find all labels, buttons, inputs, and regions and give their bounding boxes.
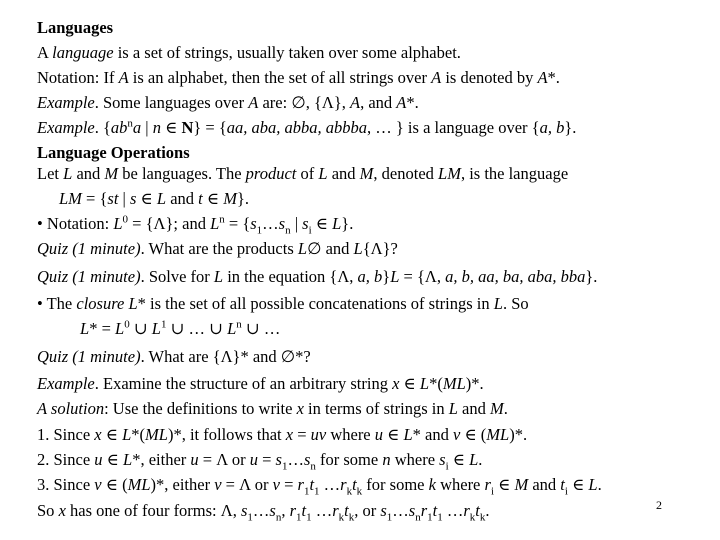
- text-run: r: [463, 501, 470, 520]
- text-run: where: [390, 450, 440, 469]
- text-run: L: [151, 319, 161, 338]
- text-run: } = {: [193, 118, 227, 137]
- text-run: 1: [281, 460, 288, 473]
- text-run: • The: [37, 294, 77, 313]
- text-run: is a set of strings, usually taken over some alphabet.: [113, 43, 461, 62]
- text-line: [37, 213, 354, 237]
- text-run: x: [392, 374, 400, 393]
- text-run: . So: [502, 294, 529, 313]
- text-run: ∈: [399, 374, 420, 393]
- text-run: is denoted by: [441, 68, 538, 87]
- text-run: A: [248, 93, 259, 112]
- text-line: [37, 18, 113, 38]
- text-run: of: [296, 164, 319, 183]
- text-run: |: [141, 118, 153, 137]
- text-run: 1: [437, 511, 443, 524]
- text-line: [80, 319, 280, 339]
- text-run: . What are the products: [140, 239, 298, 258]
- text-run: k: [469, 511, 476, 524]
- text-run: L: [122, 425, 132, 444]
- text-line: [37, 68, 560, 88]
- text-run: closure: [76, 294, 125, 313]
- text-run: L: [213, 267, 224, 286]
- text-run: = {: [81, 189, 108, 208]
- text-run: k: [428, 475, 436, 494]
- text-run: and: [528, 475, 561, 494]
- text-run: s: [302, 214, 309, 233]
- text-run: 1: [427, 511, 433, 524]
- text-run: a, b, aa, ba, aba, bba: [445, 267, 586, 286]
- text-run: }.: [585, 267, 598, 286]
- text-run: where: [435, 475, 485, 494]
- text-run: for some: [362, 475, 429, 494]
- text-run: ab: [110, 118, 128, 137]
- text-run: and: [327, 164, 360, 183]
- text-run: x: [58, 501, 66, 520]
- text-run: t: [344, 501, 349, 520]
- text-run: {Λ}?: [362, 239, 398, 258]
- text-run: L: [115, 319, 125, 338]
- text-run: s: [129, 189, 137, 208]
- text-run: ∈: [494, 475, 515, 494]
- text-run: .: [485, 501, 490, 520]
- text-run: * and: [412, 425, 453, 444]
- text-run: N: [181, 118, 194, 137]
- text-run: a: [132, 118, 142, 137]
- text-run: u: [374, 425, 384, 444]
- text-run: *(: [131, 425, 146, 444]
- text-run: *.: [406, 93, 419, 112]
- text-run: in terms of strings in: [303, 399, 449, 418]
- text-run: L: [210, 214, 220, 233]
- text-line: [37, 93, 419, 113]
- text-run: L: [469, 450, 479, 469]
- text-run: L: [318, 164, 328, 183]
- text-run: ∈: [383, 425, 404, 444]
- text-run: Quiz (1 minute): [37, 347, 141, 366]
- text-run: A: [37, 43, 53, 62]
- text-run: ∪ …: [241, 319, 281, 338]
- text-run: s: [408, 501, 416, 520]
- text-run: and: [72, 164, 105, 183]
- text-run: n: [236, 318, 242, 331]
- text-run: Let: [37, 164, 64, 183]
- text-run: . Solve for: [140, 267, 214, 286]
- text-line: [37, 43, 461, 63]
- text-run: |: [118, 189, 130, 208]
- text-run: r: [484, 475, 491, 494]
- text-run: 1. Since: [37, 425, 95, 444]
- text-line: [37, 475, 602, 498]
- text-run: t: [560, 475, 565, 494]
- text-run: …: [442, 501, 464, 520]
- text-run: k: [338, 511, 345, 524]
- text-run: ∈: [160, 118, 182, 137]
- text-run: LM: [59, 189, 82, 208]
- text-run: L: [123, 450, 133, 469]
- text-run: s: [380, 501, 387, 520]
- text-run: ∪ … ∪: [166, 319, 228, 338]
- text-run: , is the language: [460, 164, 569, 183]
- text-line: [37, 267, 597, 287]
- text-run: for some: [315, 450, 383, 469]
- text-run: ∈: [102, 450, 124, 469]
- text-run: …: [392, 501, 409, 520]
- text-run: 0: [124, 318, 130, 331]
- text-run: s: [269, 501, 276, 520]
- text-run: A: [118, 68, 129, 87]
- text-run: A: [537, 68, 548, 87]
- text-run: A solution: [37, 399, 105, 418]
- text-run: ∅ and: [307, 239, 354, 258]
- text-run: n: [310, 460, 316, 473]
- text-run: , denoted: [373, 164, 439, 183]
- text-run: , or: [354, 501, 381, 520]
- text-run: *, either: [132, 450, 191, 469]
- text-run: k: [356, 485, 363, 498]
- text-run: = Λ or: [221, 475, 273, 494]
- text-run: 1: [247, 511, 253, 524]
- text-run: i: [490, 485, 494, 498]
- text-run: * =: [89, 319, 115, 338]
- text-run: M: [104, 164, 119, 183]
- text-run: and: [457, 399, 490, 418]
- text-run: a, b: [539, 118, 565, 137]
- text-run: 1: [306, 511, 312, 524]
- text-run: s: [439, 450, 446, 469]
- text-run: )*.: [509, 425, 528, 444]
- text-run: ∈ (: [101, 475, 128, 494]
- text-run: 0: [122, 213, 129, 226]
- text-run: * is the set of all possible concatenations of strings in: [137, 294, 494, 313]
- text-run: 1: [256, 224, 263, 237]
- text-run: = {Λ}; and: [128, 214, 211, 233]
- text-run: r: [332, 501, 339, 520]
- text-run: be languages. The: [118, 164, 246, 183]
- text-run: L: [297, 239, 308, 258]
- text-run: A: [350, 93, 361, 112]
- text-line: [37, 143, 190, 163]
- text-line: [59, 189, 249, 209]
- text-run: u: [190, 450, 199, 469]
- text-run: x: [285, 425, 294, 444]
- text-line: [37, 374, 484, 394]
- text-run: ∈: [311, 214, 333, 233]
- text-run: are: ∅, {Λ},: [258, 93, 350, 112]
- text-run: a, b: [357, 267, 383, 286]
- text-run: ,: [281, 501, 290, 520]
- text-run: n: [415, 511, 421, 524]
- text-run: 1: [386, 511, 393, 524]
- text-run: ∈: [448, 450, 470, 469]
- text-run: }.: [341, 214, 354, 233]
- text-run: L: [156, 189, 167, 208]
- text-run: x: [94, 425, 102, 444]
- text-run: .: [478, 450, 483, 469]
- text-run: So: [37, 501, 59, 520]
- text-run: …: [319, 475, 341, 494]
- text-run: L: [448, 399, 458, 418]
- text-run: r: [289, 501, 297, 520]
- text-line: [37, 347, 311, 367]
- text-run: • Notation:: [37, 214, 114, 233]
- text-run: is an alphabet, then the set of all strings over: [128, 68, 432, 87]
- text-line: [37, 239, 398, 259]
- text-run: t: [475, 501, 480, 520]
- text-line: [37, 294, 529, 314]
- text-run: }: [382, 267, 391, 286]
- text-run: k: [348, 511, 355, 524]
- text-run: =: [257, 450, 276, 469]
- text-run: )*, either: [150, 475, 215, 494]
- page-number: 2: [656, 498, 662, 512]
- text-run: s: [303, 450, 311, 469]
- text-run: 1: [160, 318, 167, 331]
- text-run: : Use the definitions to write: [104, 399, 297, 418]
- text-run: r: [340, 475, 347, 494]
- text-run: = {Λ,: [399, 267, 446, 286]
- text-run: .: [597, 475, 602, 494]
- text-run: s: [241, 501, 248, 520]
- text-run: uv: [310, 425, 327, 444]
- text-run: . What are {Λ}* and ∅*?: [140, 347, 311, 366]
- text-run: ML: [486, 425, 510, 444]
- text-run: }.: [236, 189, 249, 208]
- text-run: L: [390, 267, 400, 286]
- text-run: 2. Since: [37, 450, 95, 469]
- text-run: v: [272, 475, 280, 494]
- text-run: …: [262, 214, 279, 233]
- text-run: n: [382, 450, 391, 469]
- text-run: LM: [438, 164, 461, 183]
- text-run: = Λ or: [198, 450, 250, 469]
- text-run: x: [296, 399, 304, 418]
- text-run: n: [219, 213, 225, 226]
- text-run: n: [127, 117, 133, 130]
- text-run: *(: [429, 374, 443, 393]
- text-run: v: [453, 425, 461, 444]
- text-run: t: [309, 475, 315, 494]
- text-run: i: [564, 485, 568, 498]
- text-run: …: [311, 501, 333, 520]
- text-run: u: [249, 450, 258, 469]
- text-run: ∈: [101, 425, 123, 444]
- text-run: t: [198, 189, 203, 208]
- text-run: , and: [360, 93, 397, 112]
- text-run: . Some languages over: [94, 93, 249, 112]
- text-run: 3. Since: [37, 475, 95, 494]
- text-run: |: [290, 214, 303, 233]
- text-run: k: [479, 511, 486, 524]
- text-run: t: [301, 501, 307, 520]
- text-run: )*, it follows that: [167, 425, 286, 444]
- text-run: L: [80, 319, 90, 338]
- text-run: n: [285, 224, 291, 237]
- text-run: and: [166, 189, 199, 208]
- text-run: ML: [127, 475, 151, 494]
- text-run: …: [252, 501, 270, 520]
- text-run: r: [297, 475, 304, 494]
- text-run: Quiz (1 minute): [37, 239, 141, 258]
- text-run: M: [514, 475, 529, 494]
- text-run: )*.: [465, 374, 484, 393]
- text-run: L: [63, 164, 73, 183]
- text-run: L: [403, 425, 413, 444]
- text-run: = {: [224, 214, 251, 233]
- text-run: ML: [442, 374, 466, 393]
- text-run: =: [293, 425, 311, 444]
- text-run: Quiz (1 minute): [37, 267, 141, 286]
- text-line: [37, 501, 490, 524]
- text-run: r: [420, 501, 428, 520]
- text-run: i: [445, 460, 449, 473]
- text-run: where: [326, 425, 375, 444]
- text-run: M: [223, 189, 237, 208]
- text-run: Example: [37, 374, 95, 393]
- text-run: A: [396, 93, 407, 112]
- text-run: v: [94, 475, 102, 494]
- text-run: aa, aba, abba, abbba: [226, 118, 368, 137]
- text-run: s: [275, 450, 282, 469]
- text-run: n: [275, 511, 282, 524]
- text-run: ∈ (: [460, 425, 487, 444]
- text-run: st: [107, 189, 119, 208]
- text-run: t: [352, 475, 357, 494]
- text-run: Notation: If: [37, 68, 119, 87]
- text-run: 1: [314, 485, 320, 498]
- text-run: ∈: [136, 189, 157, 208]
- text-run: n: [152, 118, 161, 137]
- text-run: product: [245, 164, 297, 183]
- text-run: Languages: [37, 18, 114, 37]
- text-run: …: [287, 450, 304, 469]
- text-run: L: [419, 374, 430, 393]
- text-run: L: [332, 214, 342, 233]
- text-run: M: [359, 164, 374, 183]
- text-run: 1: [303, 485, 310, 498]
- text-line: [37, 399, 508, 419]
- text-run: in the equation {Λ,: [223, 267, 358, 286]
- text-run: . {: [94, 118, 111, 137]
- text-run: L: [113, 214, 123, 233]
- text-run: M: [489, 399, 504, 418]
- text-run: . Examine the structure of an arbitrary string: [94, 374, 393, 393]
- text-run: L: [493, 294, 503, 313]
- text-run: L: [128, 294, 138, 313]
- text-run: ∪: [129, 319, 152, 338]
- text-line: [37, 164, 568, 184]
- text-run: .: [503, 399, 508, 418]
- text-run: L: [588, 475, 598, 494]
- text-line: [37, 425, 527, 445]
- text-run: 1: [296, 511, 302, 524]
- text-run: A: [431, 68, 442, 87]
- text-run: s: [250, 214, 257, 233]
- text-run: s: [278, 214, 286, 233]
- text-run: ML: [145, 425, 168, 444]
- text-run: u: [94, 450, 103, 469]
- text-run: k: [346, 485, 353, 498]
- text-run: *.: [547, 68, 560, 87]
- text-run: v: [214, 475, 222, 494]
- text-run: has one of four forms: Λ,: [65, 501, 241, 520]
- text-run: L: [227, 319, 237, 338]
- text-run: ∈: [567, 475, 589, 494]
- text-run: =: [279, 475, 298, 494]
- text-run: t: [432, 501, 438, 520]
- text-run: Example: [37, 93, 95, 112]
- text-run: Example: [37, 118, 95, 137]
- text-line: [37, 118, 576, 138]
- text-run: i: [308, 224, 312, 237]
- text-line: [37, 450, 483, 473]
- text-run: }.: [564, 118, 577, 137]
- text-run: language: [52, 43, 114, 62]
- text-run: , … } is a language over {: [367, 118, 540, 137]
- text-run: Language Operations: [37, 143, 190, 162]
- text-run: ∈: [202, 189, 224, 208]
- text-run: L: [353, 239, 363, 258]
